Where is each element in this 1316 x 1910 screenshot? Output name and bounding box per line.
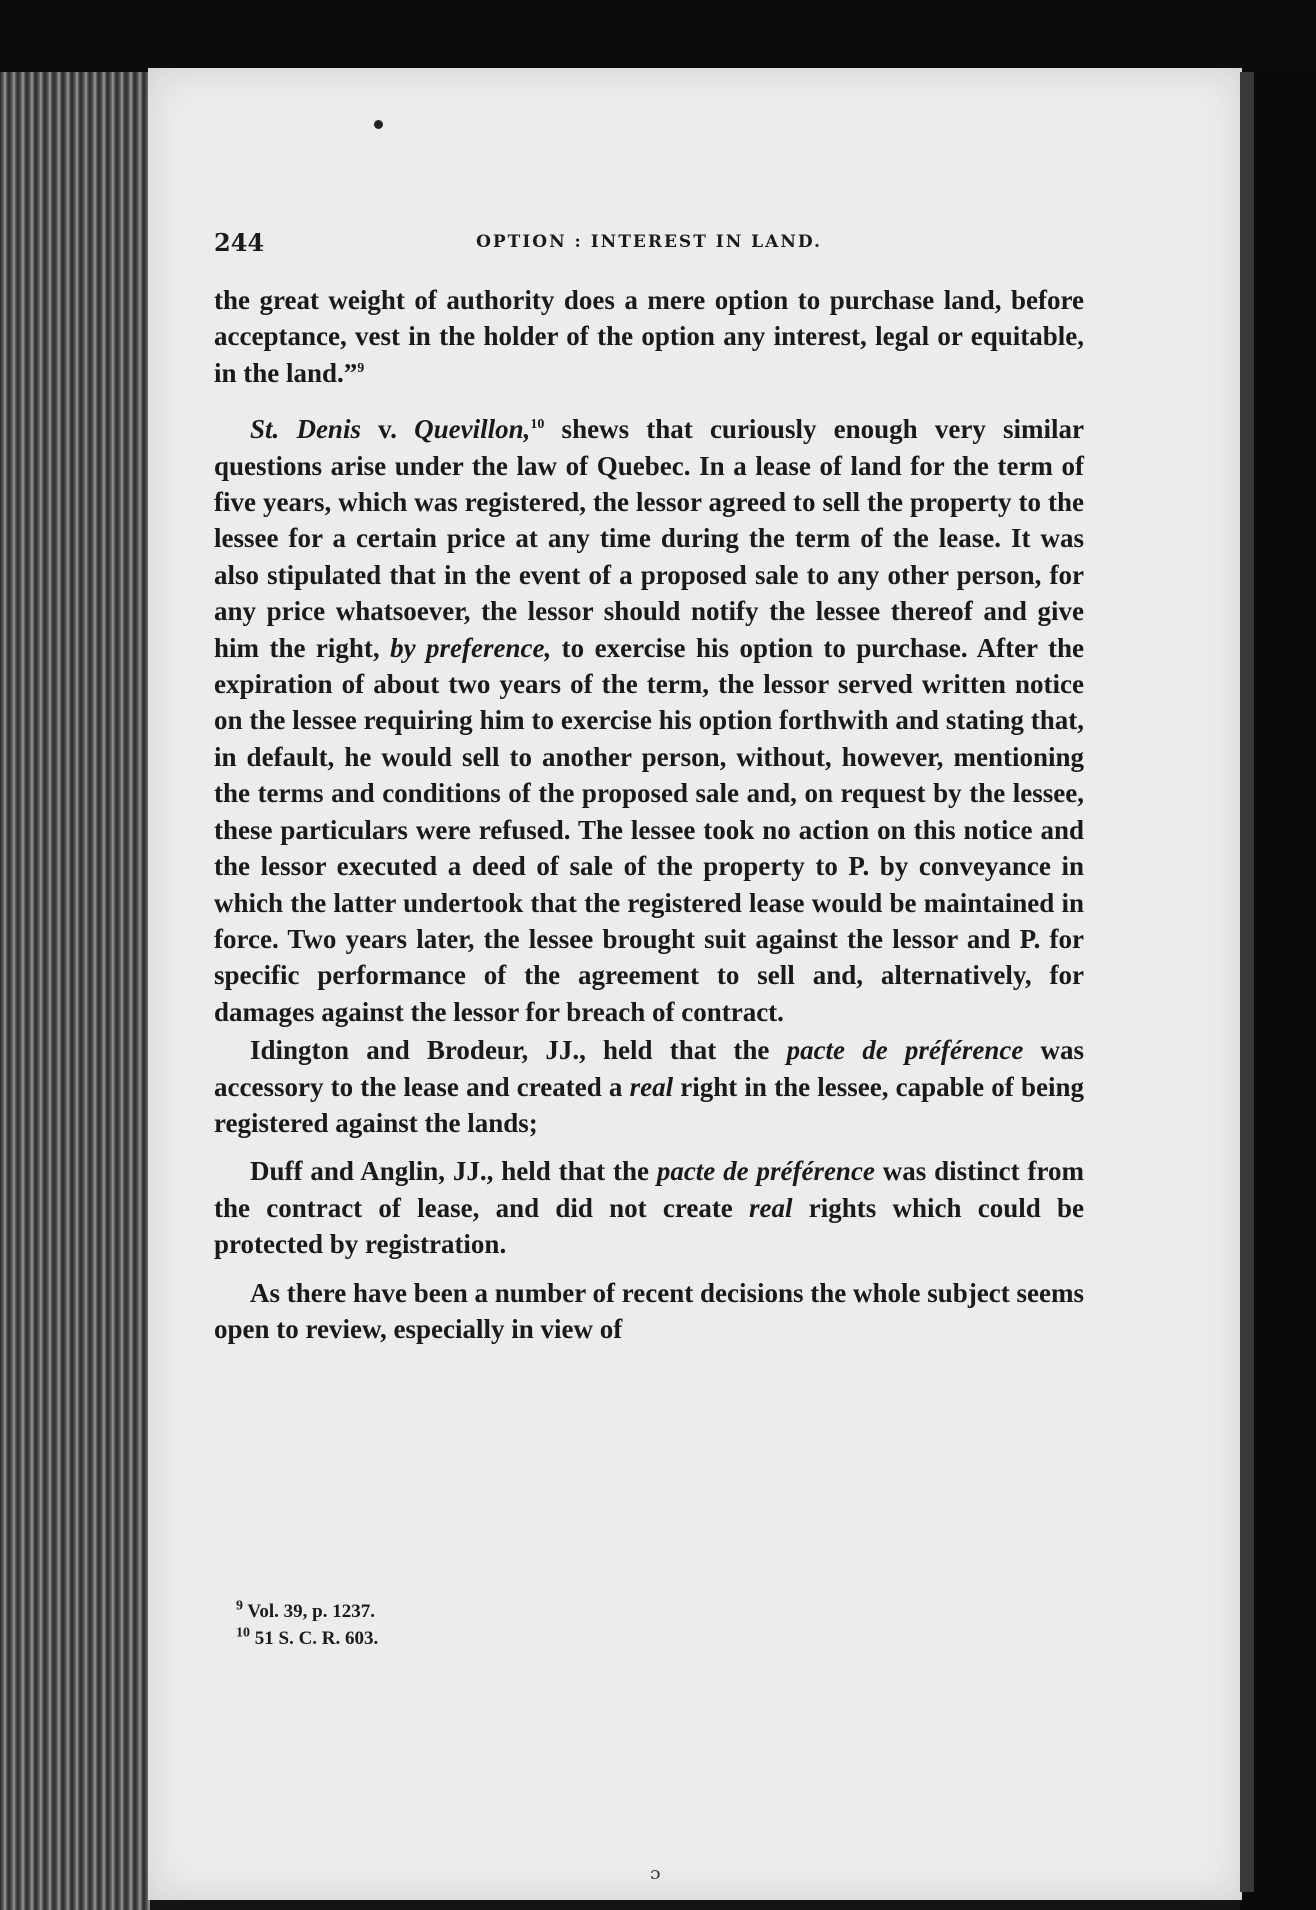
italic-text: real (629, 1071, 674, 1102)
italic-text: pacte de préférence (786, 1035, 1024, 1066)
ink-spot (374, 120, 383, 129)
book-left-edge (0, 72, 150, 1910)
paragraph-recent-decisions (214, 1275, 1084, 1348)
footnotes (236, 1598, 736, 1652)
book-right-binding (1240, 72, 1254, 1892)
italic-text: St. Denis (250, 414, 361, 445)
running-head: OPTION : INTEREST IN LAND. (476, 232, 822, 252)
paragraph-idington (214, 1032, 1084, 1141)
text-run: to exercise his option to purchase. After the expiration of about two years of the term, the lessor served written notice on the lessee requiring him to exercise his option forthwith and stating that, in default, he would sell to another person, without, however, mentioning the terms and conditions of the proposed sale and, on request by the lessee, these particulars were refused. The lessee took no action on this notice and the lessor executed a deed of sale of the property to P. by conveyance in which the latter undertook that the registered lease would be maintained in force. Two years later, the lessee brought suit against the lessor and P. for specific performance of the agreement to sell and, alternatively, for damages against the lessor for breach of contract. (214, 632, 1084, 1027)
text-run: was distinct from the contract of lease, and did not create (214, 1156, 1084, 1223)
body-text (214, 282, 1084, 1347)
footnote (236, 1598, 736, 1625)
page-number: 244 (214, 228, 265, 257)
text-run: the great weight of authority does a mere option to purchase land, before acceptance, vest in the holder of the option any interest, legal or equitable, in the land.” (214, 285, 1084, 388)
italic-text: pacte de préférence (656, 1156, 875, 1187)
text-run: right in the lessee, capable of being registered against the lands; (214, 1071, 1084, 1138)
paragraph-st-denis (214, 411, 1084, 1030)
footnote-mark: 9 (236, 1598, 243, 1614)
footnote-text: 51 S. C. R. 603. (250, 1628, 379, 1649)
footnote (236, 1625, 736, 1652)
footnote-mark: 10 (236, 1625, 250, 1641)
text-run: rights which could be protected by registration. (214, 1192, 1084, 1260)
footnote-text: Vol. 39, p. 1237. (243, 1601, 375, 1622)
text-run: Duff and Anglin, JJ., held that the (250, 1156, 657, 1187)
italic-text: real (749, 1192, 793, 1223)
footnote-reference: 10 (530, 417, 545, 433)
text-run: shews that curiously enough very similar questions arise under the law of Quebec. In a lease of land for the term of five years, which was registered, the lessor agreed to sell the property to the lessee for a certain price at any time during the term of the lease. It was also stipulated that in the event of a proposed sale to any other person, for any price whatsoever, the lessor should notify the lessee thereof and give him the right, (214, 414, 1084, 663)
text-run: was accessory to the lease and created a (214, 1035, 1084, 1102)
page-header (214, 228, 1084, 268)
text-run: v. (360, 414, 415, 445)
ink-mark: ᵓ (650, 1862, 661, 1897)
text-run: Idington and Brodeur, JJ., held that the (250, 1035, 787, 1066)
text-run: As there have been a number of recent decisions the whole subject seems open to review, especially in view of (214, 1277, 1084, 1344)
footnote-reference: 9 (357, 360, 365, 376)
paragraph-duff (214, 1153, 1084, 1262)
italic-text: by preference, (390, 632, 552, 663)
scan-top-border (0, 0, 1316, 72)
paragraph-continuation (214, 282, 1084, 391)
italic-text: Quevillon, (414, 414, 531, 445)
